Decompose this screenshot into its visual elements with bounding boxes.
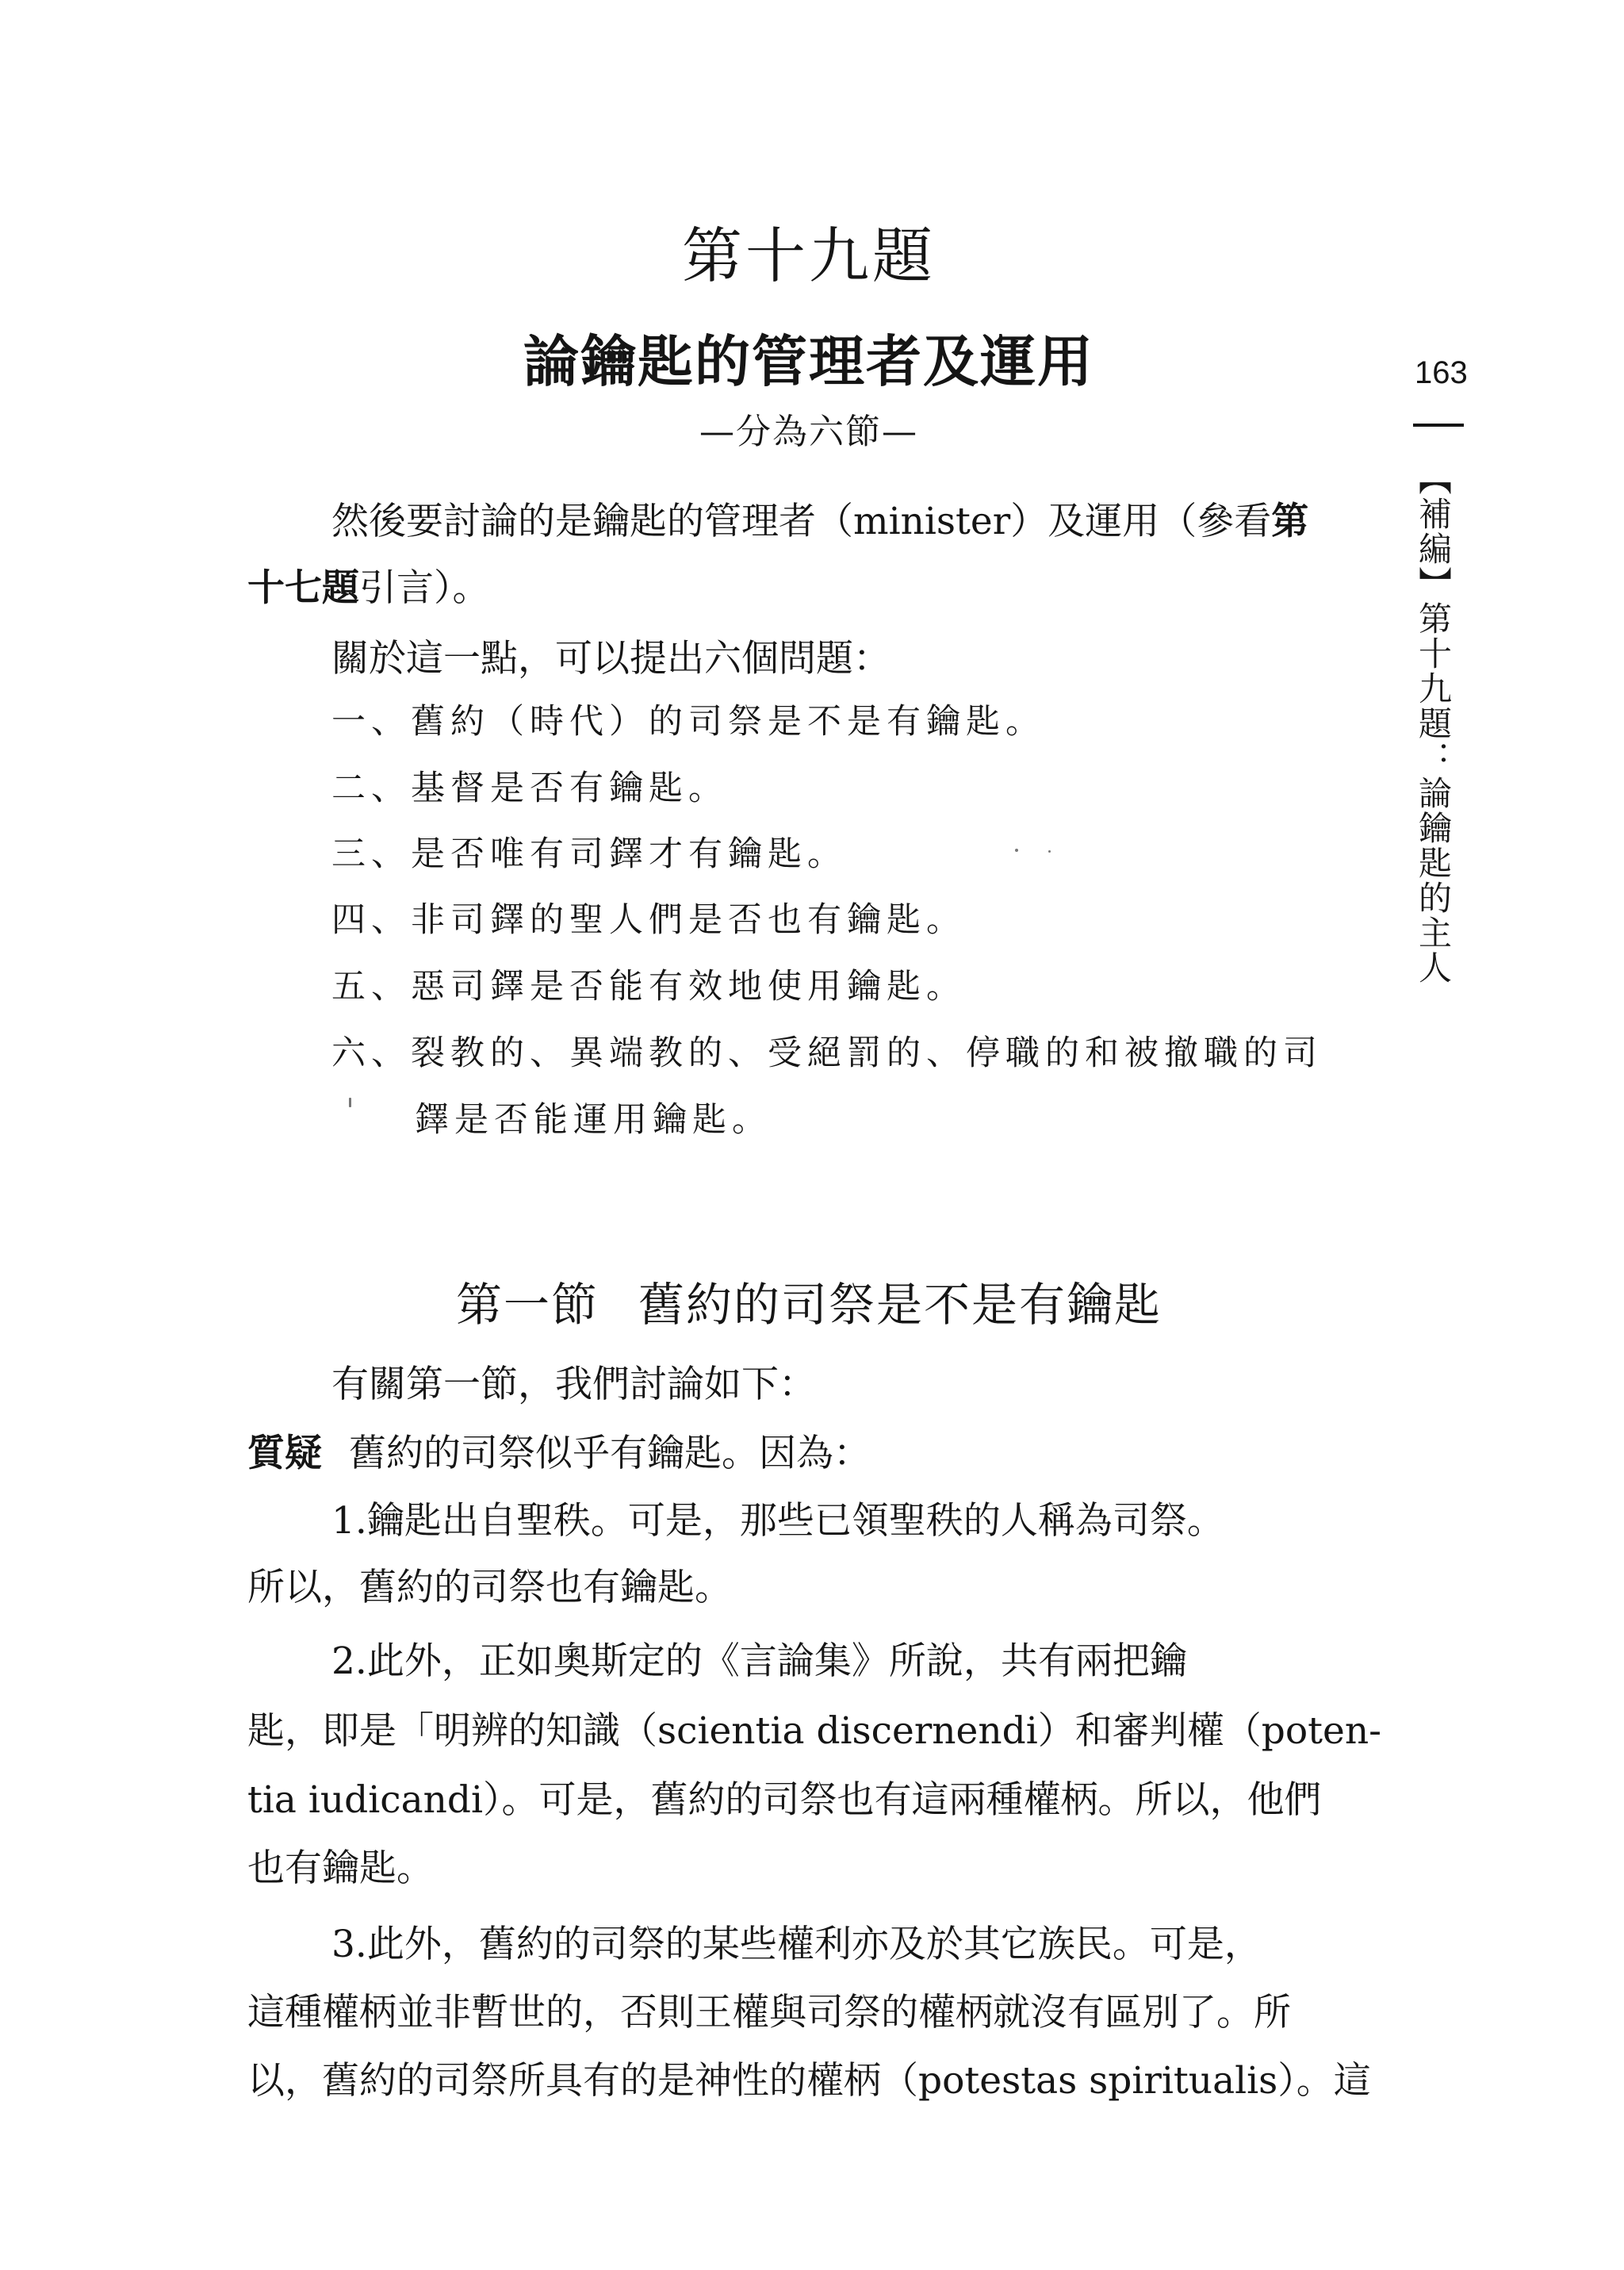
question-item: 二、基督是否有鑰匙。 — [331, 769, 728, 808]
intro-paragraph-2: 關於這一點，可以提出六個問題： — [331, 637, 891, 681]
intro-text-bold: 十七題 — [247, 566, 359, 610]
scan-speck — [1015, 849, 1018, 852]
section-title: 舊約的司祭是不是有鑰匙 — [638, 1278, 1162, 1332]
question-item-continuation: 鐸是否能運用鑰匙。 — [415, 1100, 772, 1140]
body-line: 2.此外，正如奧斯定的《言論集》所說，共有兩把鑰 — [331, 1639, 1187, 1683]
intro-text: 引言）。 — [359, 566, 490, 610]
body-line: 以，舊約的司祭所具有的是神性的權柄（potestas spiritualis）。這 — [247, 2059, 1371, 2103]
body-line: 3.此外，舊約的司祭的某些權利亦及於其它族民。可是， — [331, 1923, 1262, 1966]
chapter-subtitle: —分為六節— — [699, 412, 918, 452]
section-heading — [238, 1267, 1380, 1334]
intro-text: 然後要討論的是鑰匙的管理者（minister）及運用（參看 — [331, 500, 1272, 543]
body-line: 這種權柄並非暫世的，否則王權與司祭的權柄就沒有區別了。所 — [247, 1991, 1291, 2034]
scan-speck — [349, 1098, 351, 1107]
header-rule — [1413, 424, 1464, 427]
page-number: 163 — [1415, 355, 1468, 390]
dispute-label: 質疑 — [247, 1432, 322, 1475]
question-item: 三、是否唯有司鐸才有鑰匙。 — [331, 834, 847, 874]
question-item: 六、裂教的、異端教的、受絕罰的、停職的和被撤職的司 — [331, 1033, 1323, 1073]
section-intro: 有關第一節，我們討論如下： — [331, 1363, 816, 1406]
intro-paragraph-line-1 — [331, 492, 1308, 545]
question-item: 一、舊約（時代）的司祭是不是有鑰匙。 — [331, 702, 1045, 742]
running-header: 【補編】第十九題：論鑰匙的主人 — [1414, 462, 1453, 985]
body-line: 也有鑰匙。 — [247, 1846, 434, 1890]
dispute-line — [247, 1424, 871, 1477]
question-item: 五、惡司鐸是否能有效地使用鑰匙。 — [331, 967, 966, 1007]
body-line: tia iudicandi）。可是，舊約的司祭也有這兩種權柄。所以，他們 — [247, 1778, 1322, 1822]
scan-speck — [1048, 850, 1051, 853]
intro-text-bold: 第 — [1271, 500, 1309, 543]
body-line: 1.鑰匙出自聖秩。可是，那些已領聖秩的人稱為司祭。 — [331, 1499, 1224, 1543]
body-line: 所以，舊約的司祭也有鑰匙。 — [247, 1566, 732, 1609]
question-item: 四、非司鐸的聖人們是否也有鑰匙。 — [331, 900, 966, 940]
chapter-title: 論鑰匙的管理者及運用 — [523, 329, 1094, 394]
chapter-number: 第十九題 — [682, 220, 936, 291]
dispute-text: 舊約的司祭似乎有鑰匙。因為： — [349, 1432, 871, 1475]
intro-paragraph-line-2 — [247, 558, 490, 612]
body-line: 匙，即是「明辨的知識（scientia discernendi）和審判權（poten- — [247, 1709, 1381, 1753]
section-number: 第一節 — [455, 1278, 599, 1332]
